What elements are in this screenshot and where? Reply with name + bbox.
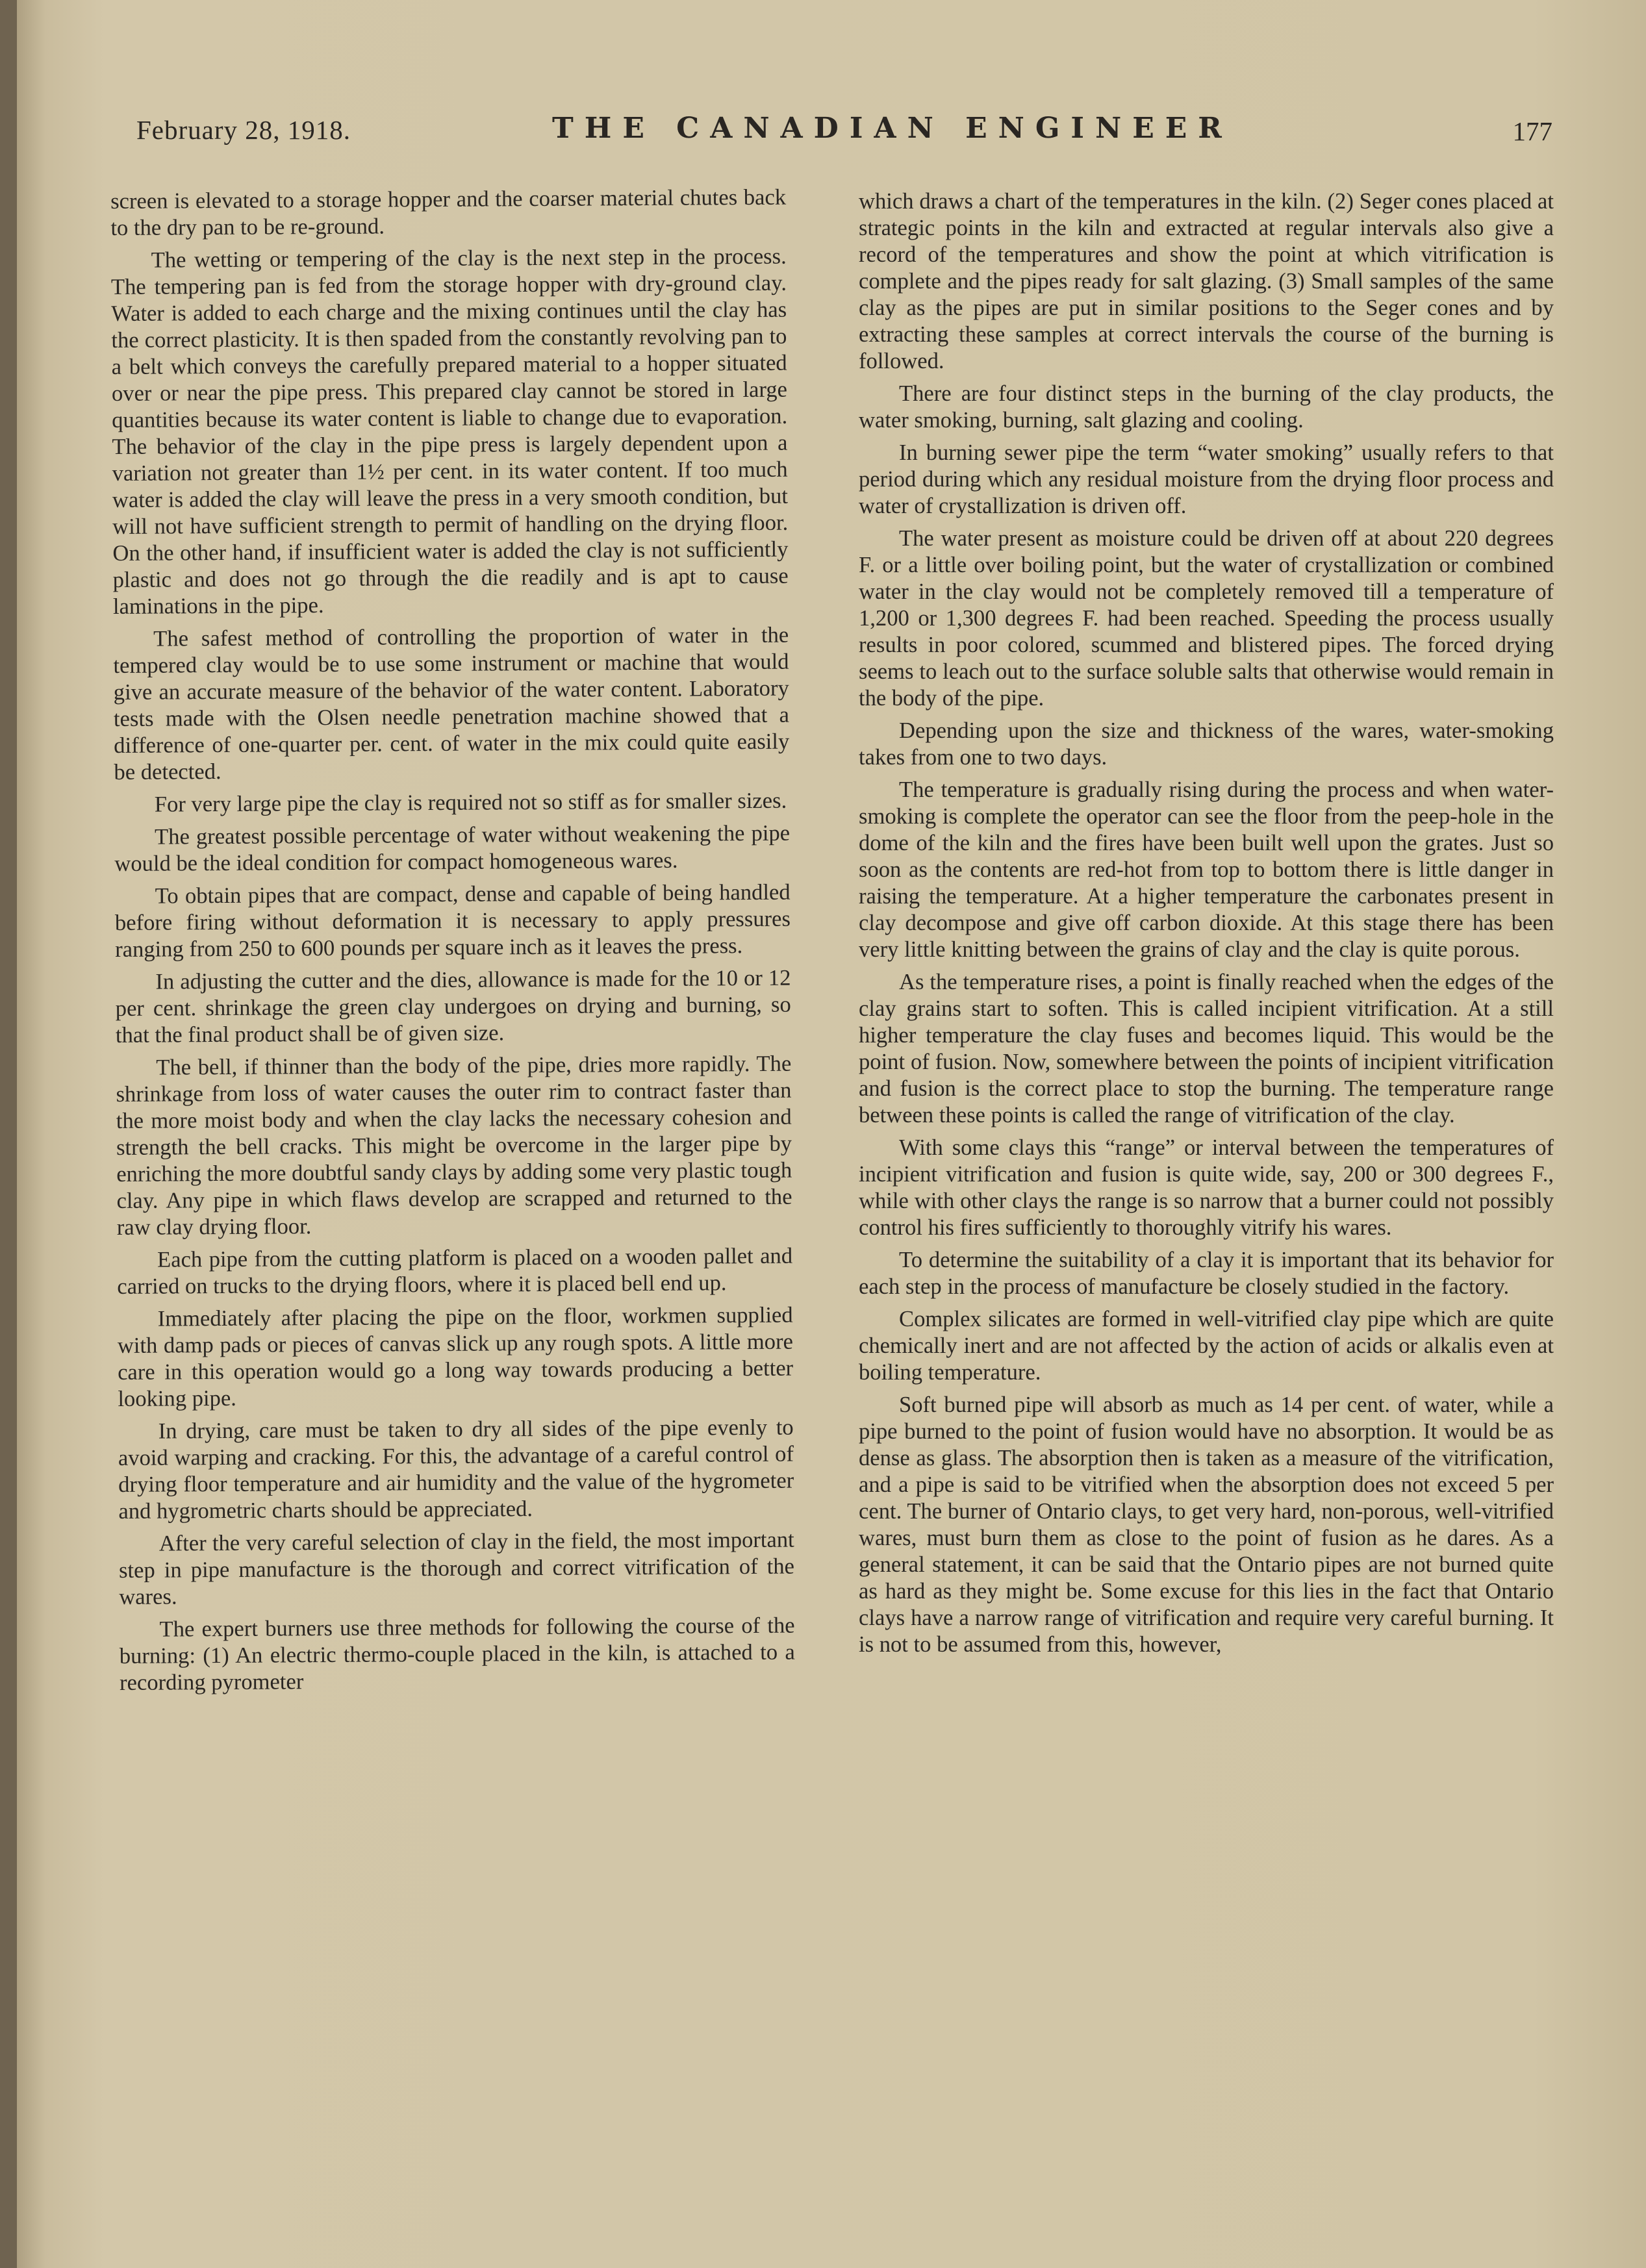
paragraph: screen is elevated to a storage hopper and the coarser material chutes back to the dry pan to be re-ground. [110,184,787,240]
paragraph: which draws a chart of the temperatures in the kiln. (2) Seger cones placed at strategic points in the kiln and extracted at regular intervals also give a record of the temperatures and show the point at which vitrification is complete and the pipes ready for salt glazing. (3) Small samples of the same clay as the pipes are put in similar positions to the Seger cones and by extracting these samples at correct intervals the course of the burning is followed. [859,189,1554,373]
paragraph: The temperature is gradually rising during the process and when water-smoking is complete the operator can see the floor from the peep-hole in the dome of the kiln and the fires have been built well upon the grates. Just so soon as the contents are red-hot from top to bottom there is little danger in raising the temperature. At a higher temperature the carbonates present in clay decompose and give off carbon dioxide. At this stage there has been very little knitting between the grains of clay and the clay is quite porous. [859,777,1554,962]
paragraph: The wetting or tempering of the clay is the next step in the process. The tempering pan is fed from the storage hopper with dry-ground clay. Water is added to each charge and the mixing continues until the clay has the correct plasticity. It is then spaded from the constantly revolving pan to a belt which conveys the carefully prepared material to a hopper situated over or near the pipe press. This prepared clay cannot be stored in large quantities because its water content is liable to change due to evaporation. The behavior of the clay in the pipe press is largely dependent upon a variation not greater than 1½ per cent. in its water content. If too much water is added the clay will leave the press in a very smooth condition, but will not have sufficient strength to permit of handling on the drying floor. On the other hand, if insufficient water is added the clay is not sufficiently plastic and does not go through the die readily and is apt to cause laminations in the pipe. [110,244,789,619]
paragraph: Depending upon the size and thickness of the wares, water-smoking takes from one to two days. [859,718,1554,770]
paragraph: Each pipe from the cutting platform is placed on a wooden pallet and carried on trucks to the drying floors, where it is placed bell end up. [117,1243,793,1299]
paragraph: The bell, if thinner than the body of the pipe, dries more rapidly. The shrinkage from loss of water causes the outer rim to contract faster than the more moist body and when the clay lacks the necessary cohesion and strength the bell cracks. This might be overcome in the larger pipe by enriching the more doubtful sandy clays by adding some very plastic tough clay. Any pipe in which flaws develop are scrapped and returned to the raw clay drying floor. [116,1051,792,1240]
page-binding-edge [0,0,17,2268]
paragraph: Immediately after placing the pipe on the floor, workmen supplied with damp pads or pieces of canvas slick up any rough spots. A little more care in this operation would go a long way towards producing a better looking pipe. [117,1302,794,1411]
paragraph: Soft burned pipe will absorb as much as 14 per cent. of water, while a pipe burned to the point of fusion would have no absorption. It would be as dense as glass. The absorption then is taken as a measure of the vitrification, and a pipe is said to be vitrified when the absorption does not exceed 5 per cent. The burner of Ontario clays, to get very hard, non-porous, well-vitrified wares, must burn them as close to the point of fusion as he dares. As a general statement, it can be said that the Ontario pipes are not burned quite as hard as they might be. Some excuse for this lies in the fact that Ontario clays have a narrow range of vitrification and require very careful burning. It is not to be assumed from this, however, [859,1392,1554,1657]
paragraph: In adjusting the cutter and the dies, allowance is made for the 10 or 12 per cent. shrinkage the green clay undergoes on drying and burning, so that the final product shall be of given size. [115,965,791,1048]
paragraph: The water present as moisture could be driven off at about 220 degrees F. or a little over boiling point, but the water of crystallization or combined water in the clay would not be completely removed till a temperature of 1,200 or 1,300 degrees F. had been reached. Speeding the process usually results in poor colored, scummed and blistered pipes. The forced drying seems to leach out to the surface soluble salts that otherwise would remain in the body of the pipe. [859,526,1554,711]
issue-date: February 28, 1918. [136,115,351,145]
paragraph: Complex silicates are formed in well-vitrified clay pipe which are quite chemically inert and are not affected by the action of acids or alkalis even at boiling temperature. [859,1307,1554,1385]
paragraph: For very large pipe the clay is required not so stiff as for smaller sizes. [154,788,787,817]
paragraph: The safest method of controlling the proportion of water in the tempered clay would be to use some instrument or machine that would give an accurate measure of the behavior of the water content. Laboratory tests made with the Olsen needle penetration machine showed that a difference of one-quarter per. cent. of water in the mix could quite easily be detected. [113,622,790,785]
paragraph: As the temperature rises, a point is finally reached when the edges of the clay grains start to soften. This is called incipient vitrification. At a still higher temperature the clay fuses and becomes liquid. This would be the point of fusion. Now, somewhere between the points of incipient vitrification and fusion is the correct place to stop the burning. The temperature range between these points is called the range of vitrification of the clay. [859,970,1554,1128]
paragraph: In drying, care must be taken to dry all sides of the pipe evenly to avoid warping and cracking. For this, the advantage of a careful control of drying floor temperature and air humidity and the value of the hygrometer and hygrometric charts should be appreciated. [118,1415,794,1524]
right-column [859,188,1554,1664]
paragraph: To determine the suitability of a clay it is important that its behavior for each step in the process of manufacture be closely studied in the factory. [859,1248,1554,1299]
paragraph: To obtain pipes that are compact, dense and capable of being handled before firing without deformation it is necessary to apply pressures ranging from 250 to 600 pounds per square inch as it leaves the press. [114,879,791,962]
journal-title: THE CANADIAN ENGINEER [552,112,1233,145]
paragraph: With some clays this “range” or interval between the temperatures of incipient vitrification and fusion is quite wide, say, 200 or 300 degrees F., while with other clays the range is so narrow that a burner could not possibly control his fires sufficiently to thoroughly vitrify his wares. [859,1135,1554,1240]
paragraph: The expert burners use three methods for following the course of the burning: (1) An electric thermo-couple placed in the kiln, is attached to a recording pyrometer [119,1613,795,1695]
page-number: 177 [1512,116,1552,146]
left-column [110,184,795,1702]
paragraph: There are four distinct steps in the burning of the clay products, the water smoking, burning, salt glazing and cooling. [859,381,1554,433]
paragraph: In burning sewer pipe the term “water smoking” usually refers to that period during which any residual moisture from the drying floor process and water of crystallization is driven off. [859,440,1554,518]
paragraph: The greatest possible percentage of water without weakening the pipe would be the ideal condition for compact homogeneous wares. [114,820,791,876]
paragraph: After the very careful selection of clay in the field, the most important step in pipe manufacture is the thorough and correct vitrification of the wares. [118,1527,795,1609]
page-header [136,109,1552,155]
